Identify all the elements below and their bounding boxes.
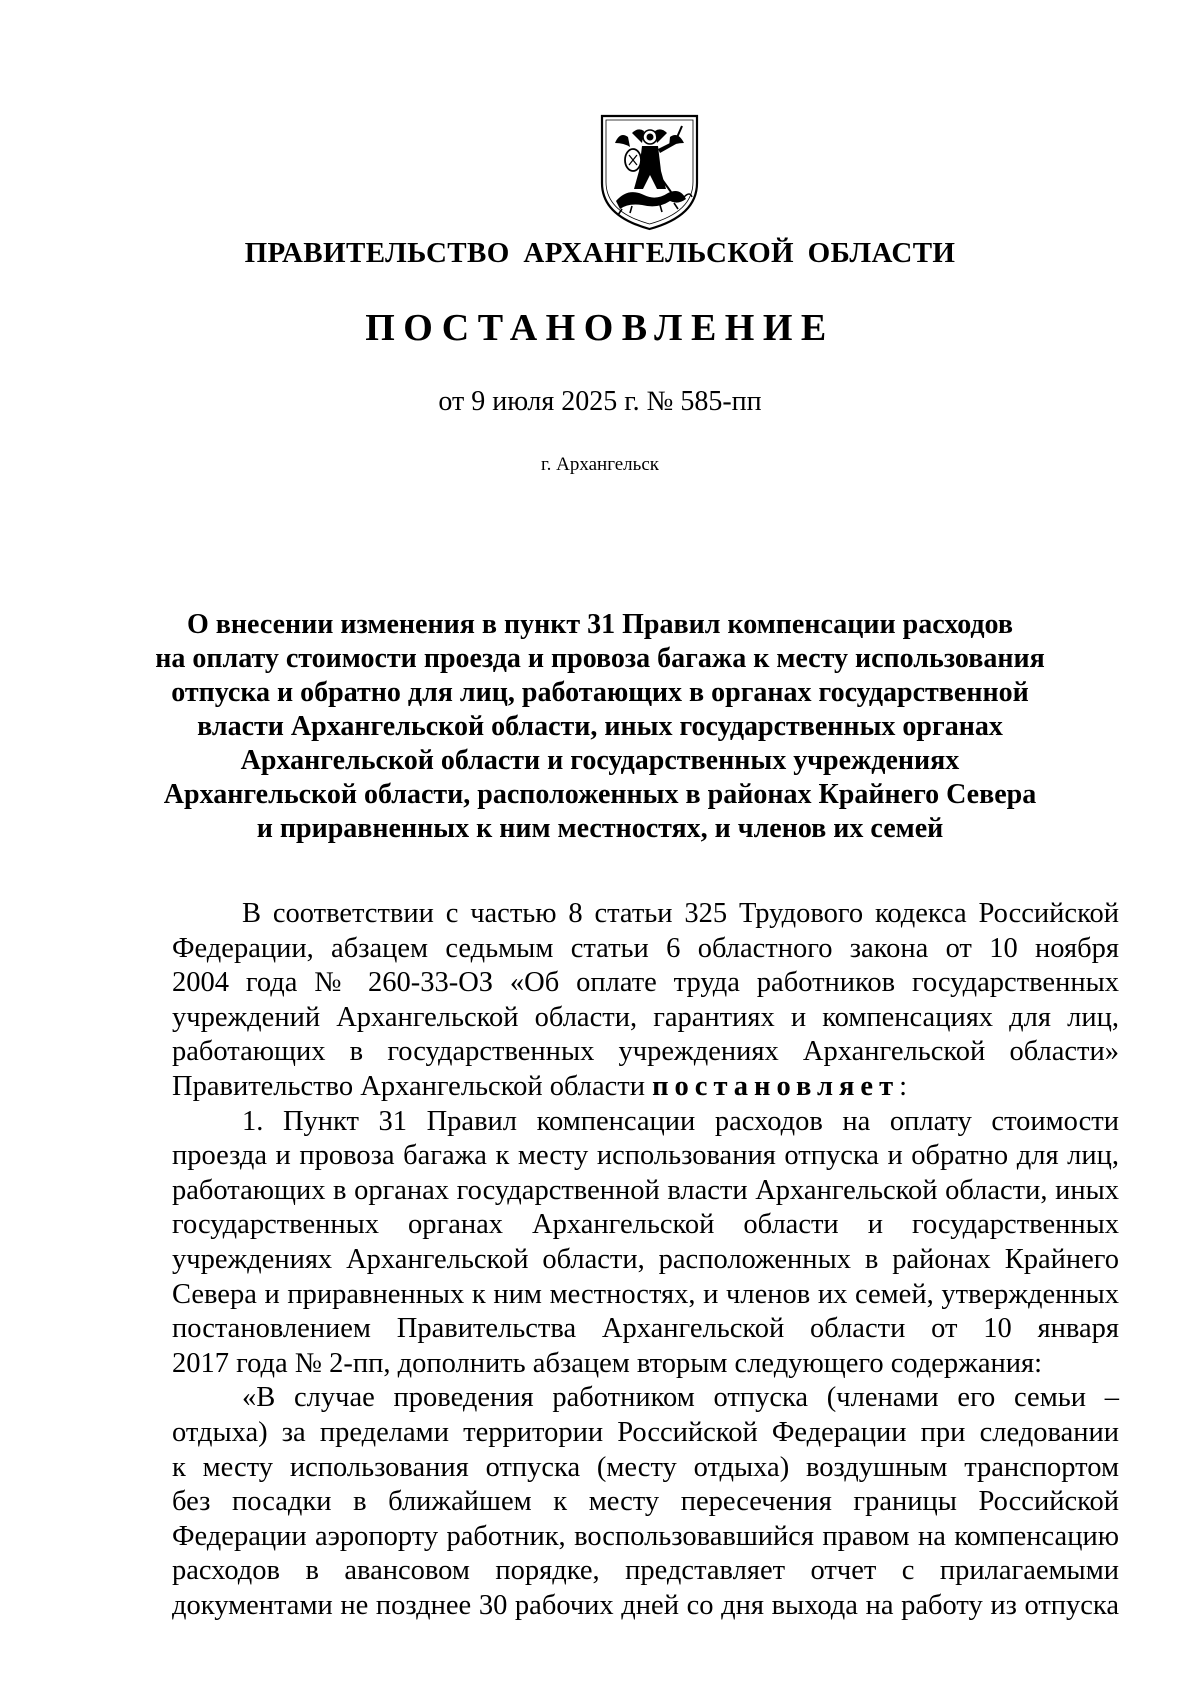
body-line: расходов в авансовом порядке, представляет отчет с прилагаемыми [172, 1555, 1119, 1587]
body-line: государственных органах Архангельской области и государственных [172, 1209, 1119, 1241]
coat-of-arms-emblem [598, 113, 701, 231]
body-line: без посадки в ближайшем к месту пересечения границы Российской [172, 1486, 1119, 1518]
title-line: Архангельской области и государственных учреждениях [240, 745, 960, 776]
title-line: и приравненных к ним местностях, и членов их семей [256, 813, 944, 844]
document-body [172, 897, 1119, 1623]
resolution-prefix: Правительство Архангельской области [172, 1070, 653, 1102]
body-line: Севера и приравненных к ним местностях, и членов их семей, утвержденных [172, 1278, 1119, 1310]
document-city: г. Архангельск [540, 454, 659, 475]
government-name: ПРАВИТЕЛЬСТВО АРХАНГЕЛЬСКОЙ ОБЛАСТИ [244, 237, 956, 269]
body-line: к месту использования отпуска (месту отдыха) воздушным транспортом [172, 1451, 1119, 1483]
body-line: учреждений Архангельской области, гарантиях и компенсациях для лиц, [172, 1001, 1119, 1033]
document-date-number: от 9 июля 2025 г. № 585-пп [438, 386, 762, 417]
body-line: отдыха) за пределами территории Российской Федерации при следовании [172, 1416, 1119, 1448]
document-title [150, 608, 1050, 846]
title-line: власти Архангельской области, иных государственных органах [197, 711, 1003, 742]
body-line: В соответствии с частью 8 статьи 325 Трудового кодекса Российской [242, 898, 1119, 929]
title-line: О внесении изменения в пункт 31 Правил компенсации расходов [187, 609, 1013, 640]
document-type: ПОСТАНОВЛЕНИЕ [365, 307, 835, 349]
coat-of-arms-icon [598, 113, 701, 231]
resolution-suffix: : [899, 1070, 907, 1102]
body-line: 2004 года № 260-33-ОЗ «Об оплате труда работников государственных [172, 967, 1119, 999]
body-line: «В случае проведения работником отпуска (членами его семьи – [242, 1382, 1119, 1414]
body-line: учреждениях Архангельской области, расположенных в районах Крайнего [172, 1243, 1119, 1275]
body-line: 1. Пункт 31 Правил компенсации расходов на оплату стоимости [242, 1105, 1119, 1137]
title-line: Архангельской области, расположенных в районах Крайнего Севера [163, 779, 1037, 810]
body-line: Федерации, абзацем седьмым статьи 6 областного закона от 10 ноября [172, 932, 1119, 964]
body-line: работающих в государственных учреждениях Архангельской области» [172, 1036, 1119, 1068]
body-line: проезда и провоза багажа к месту использования отпуска и обратно для лиц, [172, 1140, 1119, 1172]
title-line: на оплату стоимости проезда и провоза багажа к месту использования [155, 643, 1045, 674]
resolution-keyword: постановляет [652, 1070, 900, 1102]
body-line: Федерации аэропорту работник, воспользовавшийся правом на компенсацию [172, 1520, 1119, 1552]
body-line: постановлением Правительства Архангельской области от 10 января [172, 1313, 1119, 1345]
body-line: 2017 года № 2-пп, дополнить абзацем вторым следующего содержания: [172, 1347, 1043, 1379]
body-line: работающих в органах государственной власти Архангельской области, иных [172, 1174, 1119, 1206]
title-line: отпуска и обратно для лиц, работающих в органах государственной [171, 677, 1029, 708]
body-line: документами не позднее 30 рабочих дней со дня выхода на работу из отпуска [172, 1589, 1119, 1621]
body-line [172, 1070, 1119, 1105]
